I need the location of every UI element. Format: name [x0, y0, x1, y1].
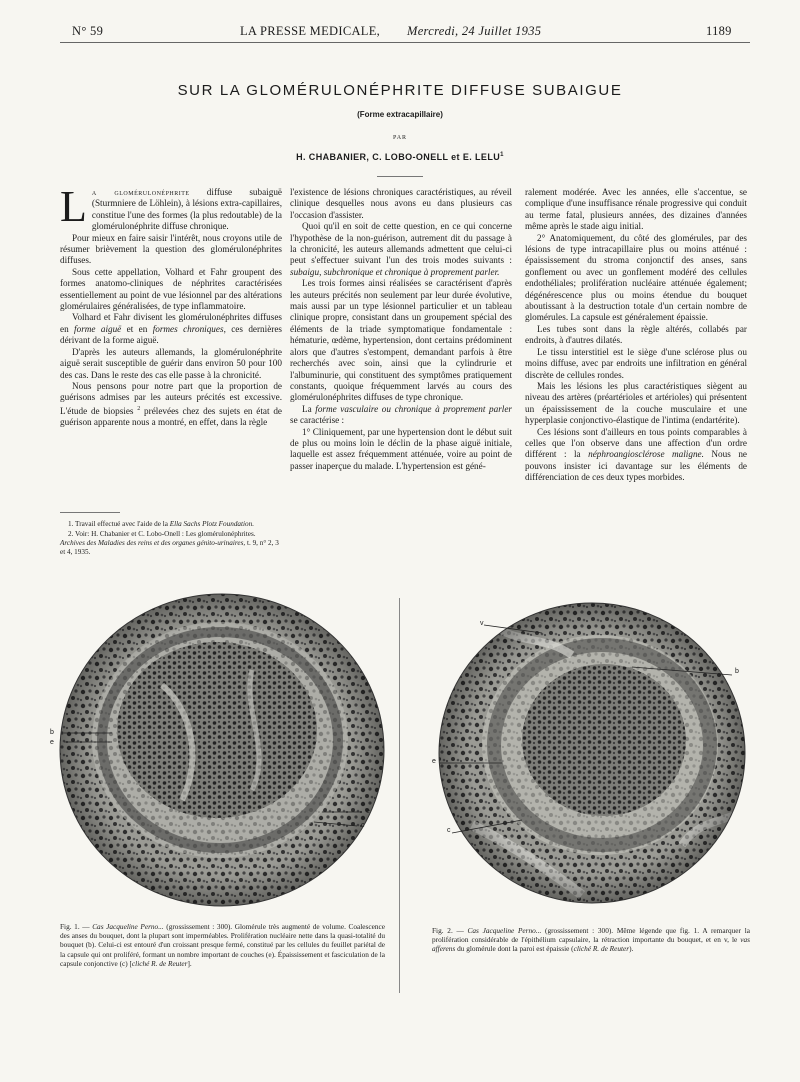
italic-text: cliché R. de Reuter [131, 958, 188, 968]
text-run: Quoi qu'il en soit de cette question, en ce qui concerne l'hypothèse de la non-guérison, autrement dit du passage à la chronicité, les auteurs allemands admettent que celui-ci peut s'effectuer suivant l'un des trois modes suivants : [290, 221, 512, 266]
footnote-1 [60, 520, 282, 529]
figure-2-label-c: c [447, 827, 451, 834]
italic-text: forme aiguë [74, 323, 122, 334]
text-run: Volhard et Fahr divisent les glomérulonéphrites diffuses en [60, 312, 282, 334]
footnote-rule [60, 512, 120, 513]
paragraph: Mais les lésions les plus caractéristiques siègent au niveau des artères (préartérioles et artérioles) qui présentent un épaississement de la couche musculaire et une hyperplasie conjonctivo-élastique de l'intima (endartérite). [525, 380, 747, 426]
paragraph: Les tubes sont dans la règle altérés, collabés par endroits, à d'autres dilatés. [525, 323, 747, 346]
figure-1-caption [60, 922, 385, 968]
caption-lead: Fig. 2. — [432, 926, 468, 935]
column-3 [525, 187, 747, 484]
article-title: SUR LA GLOMÉRULONÉPHRITE DIFFUSE SUBAIGUE [177, 82, 623, 99]
title-divider [377, 176, 423, 177]
footnote-ref: 2 [137, 405, 141, 412]
text-run: ). [629, 944, 634, 954]
paragraph [60, 182, 282, 233]
by-line: PAR [392, 135, 408, 141]
figure-1-label-e2: e [366, 808, 370, 815]
issue-number: N° 59 [72, 24, 104, 38]
text-run: 1. Travail effectué avec l'aide de la [68, 520, 170, 528]
paragraph: Le tissu interstitiel est le siège d'une sclérose plus ou moins diffuse, avec par endroits une infiltration en général discrète de cellules rondes. [525, 346, 747, 380]
figure-divider [399, 598, 400, 993]
figure-1-label-c: c [361, 822, 365, 829]
italic-text: cliché R. de Reuter [573, 944, 630, 954]
paragraph: 1° Cliniquement, par une hypertension dont le début suit de plus ou moins loin le déclin de la phase aiguë initiale, laquelle est assez fréquemment atténuée, voire au point de passer inaperçue du malade. L'hypertension est géné- [290, 426, 512, 471]
figure-1-label-e: e [50, 739, 54, 746]
footnote-2 [60, 530, 282, 557]
text-run: Nous pensons pour notre part que la proportion de guérisons admises par les auteurs précités est excessive. L'étude de biopsies [60, 380, 282, 416]
text-run: Ces lésions sont d'ailleurs en tous points comparables à celles que l'on observe dans une affection d'un ordre différent : la [525, 426, 747, 460]
text-run: diffuse subaiguë (Sturmniere de Löhlein), à lésions extra-capillaires, constitue l'une des formes (la plus redoutable) de la glomérulonéphrite diffuse chronique. [91, 187, 282, 232]
authors [0, 152, 800, 162]
paragraph: D'après les auteurs allemands, la glomérulonéphrite aiguë serait susceptible de guérir dans environ 50 pour 100 des cas. Dans le reste des cas elle passe à la chronicité. [60, 346, 282, 380]
paragraph: ralement modérée. Avec les années, elle s'accentue, se complique d'une insuffisance rénale progressive qui conduit au terme fatal, plusieurs années, des dizaines d'années même après le stade aigu initial. [525, 187, 747, 232]
issue-date: Mercredi, 24 Juillet 1935 [407, 24, 542, 38]
figure-2-label-b: b [735, 668, 739, 675]
figure-2-micrograph [432, 595, 752, 910]
text-run: ]. [187, 958, 192, 968]
text-run: La [302, 403, 316, 414]
italic-text: Cas Jacqueline Perno... [467, 926, 542, 935]
text-run: t. 9, n° 2, 3 et 4, 1935. [60, 539, 279, 556]
drop-cap: L [60, 182, 87, 231]
text-run: (grossissement : 300). Glomérule très augmenté de volume. Coalescence des anses du bouquet, dont la plupart sont imperméables. Prolifération nucléaire nette dans la quasi-totalité du bouquet (b). Celui-ci est entouré d'un croissant presque fermé, constitué par les cellules du feuillet pariétal de la capsule qui ont proliféré, formant un nombre important de couches (e). Épaississement et fasciculation de la capsule conjonctive (c) [ [60, 922, 385, 968]
article-subtitle: (Forme extracapillaire) [357, 110, 443, 119]
authors-footnote-ref: 1 [500, 152, 504, 158]
column-1 [60, 182, 282, 429]
paragraph: Les trois formes ainsi réalisées se caractérisent d'après les auteurs précités non seulement par leur durée évolutive, mais aussi par un type lésionnel particulier et un tableau clinique propre, consistant dans un groupement spécial des éléments de la triade symptomatique fondamentale : hématurie, œdème, hypertension, dont certains prédominent alors que d'autres s'estompent, demandant parfois à être recherchés avec soin, ainsi que la cylindrurie et l'albuminurie, qui constituent des symptômes pratiquement constants, quoique fréquemment larvés au cours des glomérulonéphrites diffuses de type chronique. [290, 278, 512, 403]
italic-text: Ella Sachs Plotz Foundation. [169, 520, 254, 528]
paragraph: Pour mieux en faire saisir l'intérêt, nous croyons utile de résumer brièvement la question des glomérulonéphrites diffuses. [60, 232, 282, 266]
italic-text: formes chroniques [152, 323, 224, 334]
paragraph [525, 427, 747, 484]
caption-lead: Fig. 1. — [60, 922, 93, 931]
italic-text: vas afferens [432, 935, 750, 954]
paragraph [60, 312, 282, 346]
text-run: 2. Voir: H. Chabanier et C. Lobo-Onell : Les glomérulonéphrites. [68, 530, 256, 538]
authors-names: H. CHABANIER, C. LOBO-ONELL et E. LELU [296, 152, 501, 162]
paragraph: 2° Anatomiquement, du côté des glomérules, par des lésions de type intracapillaire plus ou moins atténué : épaississement du stroma conjonctif des anses, sans gonflement ou avec un gonflement modéré des cellules endothéliales; prolifération nucléaire atténuée également; dégénérescence plus ou moins étendue du bouquet aboutissant à la destruction totale d'un certain nombre de glomérules. La capsule est généralement épaissie. [525, 232, 747, 323]
small-caps-lead: a glomérulonéphrite [91, 187, 190, 197]
text-run: et en [121, 323, 153, 334]
paragraph: Sous cette appellation, Volhard et Fahr groupent des formes anatomo-cliniques de néphrites caractérisées essentiellement au point de vue lésionnel par des altérations glomérulaires généralisées, de type inflammatoire. [60, 266, 282, 312]
figure-1-micrograph [52, 590, 387, 910]
page-number: 1189 [706, 24, 732, 38]
paragraph [60, 381, 282, 429]
paragraph [290, 404, 512, 427]
italic-text: forme vasculaire ou chronique à proprement parler [315, 403, 512, 414]
text-run: du glomérule dont la paroi est épaissie ( [455, 944, 574, 954]
italic-text: Archives des Maladies des reins et des organes génito-urinaires, [60, 539, 246, 547]
paragraph [290, 221, 512, 278]
figure-2-label-v: v [480, 620, 484, 627]
text-run: Nous ne pouvons insister ici davantage sur les éléments de différenciation de ces deux types morbides. [525, 449, 747, 483]
italic-text: subaigu, subchronique et chronique à proprement parler. [290, 266, 500, 277]
italic-text: Cas Jacqueline Perno... [92, 922, 164, 931]
footnotes [60, 520, 282, 558]
italic-text: néphroangiosclérose maligne. [588, 449, 704, 460]
text-run: se caractérise : [290, 415, 345, 426]
header-rule [60, 42, 750, 43]
figure-2-label-e: e [432, 758, 436, 765]
figure-2-caption [432, 926, 750, 954]
text-run: (grossissement : 300). Même légende que fig. 1. A remarquer la prolifération considérable de l'épithélium capsulaire, la rétraction importante du bouquet, et en v, le [432, 926, 750, 945]
column-2 [290, 187, 512, 472]
figure-1-label-b: b [50, 729, 54, 736]
text-run: , ces dernières dérivant de la forme aiguë. [60, 323, 282, 346]
paragraph: l'existence de lésions chroniques caractéristiques, au réveil clinique desquelles nous avons eu dans plusieurs cas l'occasion d'assister. [290, 187, 512, 220]
journal-name: LA PRESSE MEDICALE, [240, 24, 381, 38]
text-run: prélevées chez des sujets en état de guérison apparente nous a montré, en effet, dans la règle [60, 405, 282, 428]
